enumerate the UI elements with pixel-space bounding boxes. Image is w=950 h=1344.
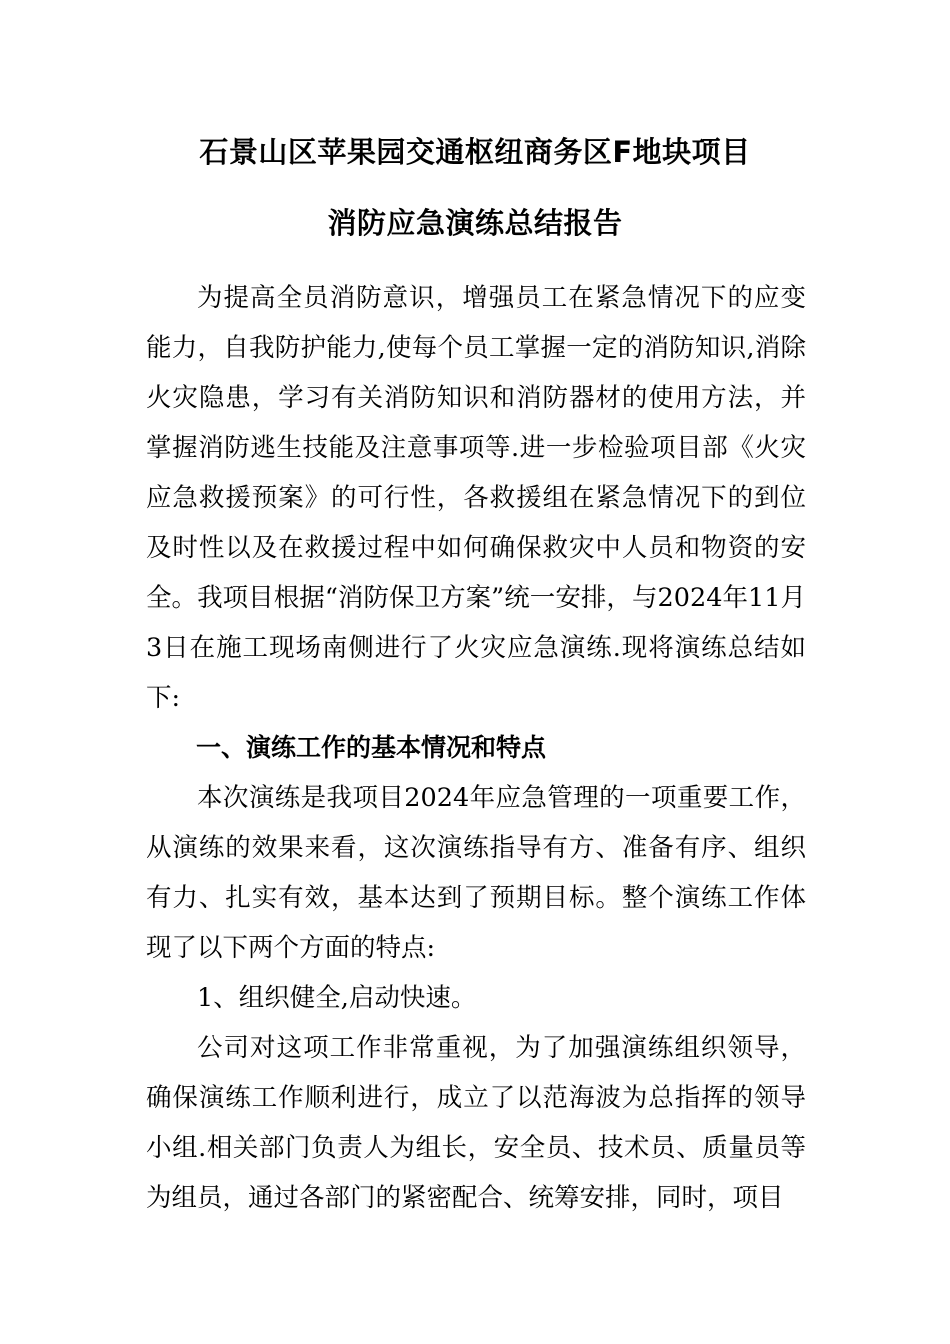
- section-heading-1: 一、演练工作的基本情况和特点: [196, 733, 547, 762]
- section-1-paragraph: 本次演练是我项目2024年应急管理的一项重要工作，从演练的效果来看，这次演练指导有方、准备有序、组织有力、扎实有效，基本达到了预期目标。整个演练工作体现了以下两个方面的特点:: [146, 783, 806, 963]
- document-body: [146, 273, 806, 1223]
- intro-paragraph: 为提高全员消防意识，增强员工在紧急情况下的应变能力，自我防护能力,使每个员工掌握一定的消防知识,消除火灾隐患，学习有关消防知识和消防器材的使用方法，并掌握消防逃生技能及注意事项等.进一步检验项目部《火灾应急救援预案》的可行性，各救援组在紧急情况下的到位及时性以及在救援过程中如何确保救灾中人员和物资的安全。我项目根据“消防保卫方案”统一安排，与2024年11月3日在施工现场南侧进行了火灾应急演练.现将演练总结如下:: [146, 283, 806, 713]
- subsection-1-paragraph: 公司对这项工作非常重视，为了加强演练组织领导，确保演练工作顺利进行，成立了以范海波为总指挥的领导小组.相关部门负责人为组长，安全员、技术员、质量员等为组员，通过各部门的紧密配合、统筹安排，同时，项目: [146, 1033, 806, 1213]
- document-title-line-1: 石景山区苹果园交通枢纽商务区F地块项目: [199, 135, 751, 169]
- subsection-1-heading: 1、组织健全,启动快速。: [197, 983, 477, 1013]
- document-title-line-2: 消防应急演练总结报告: [327, 206, 623, 240]
